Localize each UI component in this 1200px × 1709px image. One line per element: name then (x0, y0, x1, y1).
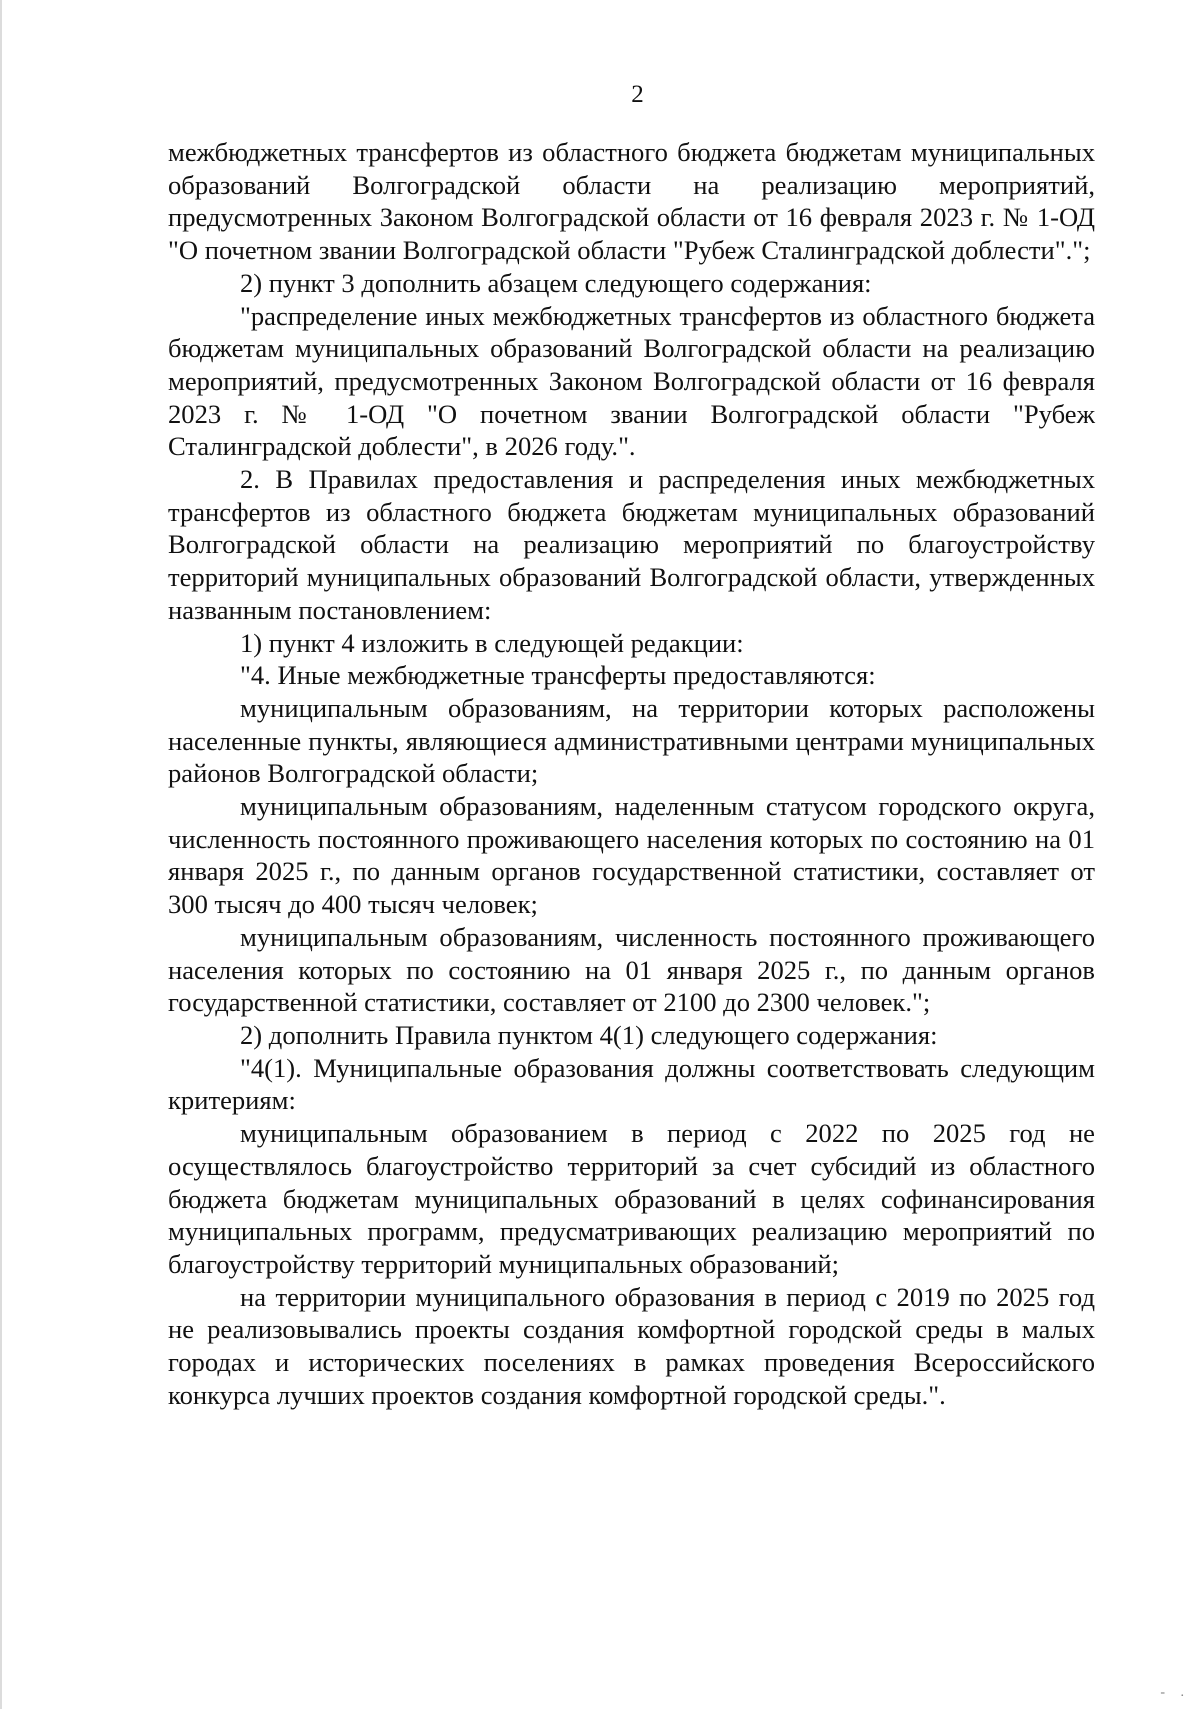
paragraph-quoted-amendment: "распределение иных межбюджетных трансфертов из областного бюджета бюджетам муниципальных образований Волгоградской области на реализацию мероприятий, предусмотренных Законом Волгоградской области от 16 февраля 2023 г. № 1-ОД "О почетном звании Волгоградской области "Рубеж Сталинградской доблести", в 2026 году.". (168, 300, 1095, 462)
paragraph-section-2: 2. В Правилах предоставления и распределения иных межбюджетных трансфертов из областного бюджета бюджетам муниципальных образований Волгоградской области на реализацию мероприятий по благоустройству территорий муниципальных образований Волгоградской области, утвержденных названным постановлением: (168, 464, 1095, 625)
paragraph-criterion-small-population: муниципальным образованиям, численность постоянного проживающего населения которых по состоянию на 01 января 2025 г., по данным органов государственной статистики, составляет от 2100 до 2300 человек."; (168, 921, 1095, 1018)
paragraph-point-4-1-intro: "4(1). Муниципальные образования должны соответствовать следующим критериям: (168, 1052, 1095, 1116)
paragraph-continuation: межбюджетных трансфертов из областного бюджета бюджетам муниципальных образований Волгоградской области на реализацию мероприятий, предусмотренных Законом Волгоградской области от 16 февраля 2023 г. № 1-ОД "О почетном звании Волгоградской области "Рубеж Сталинградской доблести"."; (168, 137, 1095, 266)
paragraph-criterion-admin-centers: муниципальным образованиям, на территории которых расположены населенные пункты, являющиеся административными центрами муниципальных районов Волгоградской области; (168, 692, 1095, 789)
scan-corner-mark: - . (1160, 1685, 1190, 1700)
paragraph-item-1-point-4: 1) пункт 4 изложить в следующей редакции: (240, 627, 744, 658)
paragraph-item-2-point-3: 2) пункт 3 дополнить абзацем следующего содержания: (240, 267, 872, 298)
paragraph-criterion-no-projects: на территории муниципального образования в период с 2019 по 2025 год не реализовывались проекты создания комфортной городской среды в малых городах и исторических поселениях в рамках проведения Всероссийского конкурса лучших проектов создания комфортной городской среды.". (168, 1281, 1095, 1410)
paragraph-criterion-no-subsidies: муниципальным образованием в период с 2022 по 2025 год не осуществлялось благоустройство территорий за счет субсидий из областного бюджета бюджетам муниципальных образований в целях софинансирования муниципальных программ, предусматривающих реализацию мероприятий по благоустройству территорий муниципальных образований; (168, 1118, 1095, 1279)
paragraph-point-4-intro: "4. Иные межбюджетные трансферты предоставляются: (240, 660, 876, 691)
scan-edge-shadow (0, 0, 2, 1709)
paragraph-item-2-point-4-1: 2) дополнить Правила пунктом 4(1) следующего содержания: (240, 1019, 938, 1050)
document-body (168, 136, 1095, 1411)
page-number: 2 (631, 81, 644, 108)
paragraph-criterion-city-districts: муниципальным образованиям, наделенным статусом городского округа, численность постоянного проживающего населения которых по состоянию на 01 января 2025 г., по данным органов государственной статистики, составляет от 300 тысяч до 400 тысяч человек; (168, 791, 1095, 920)
